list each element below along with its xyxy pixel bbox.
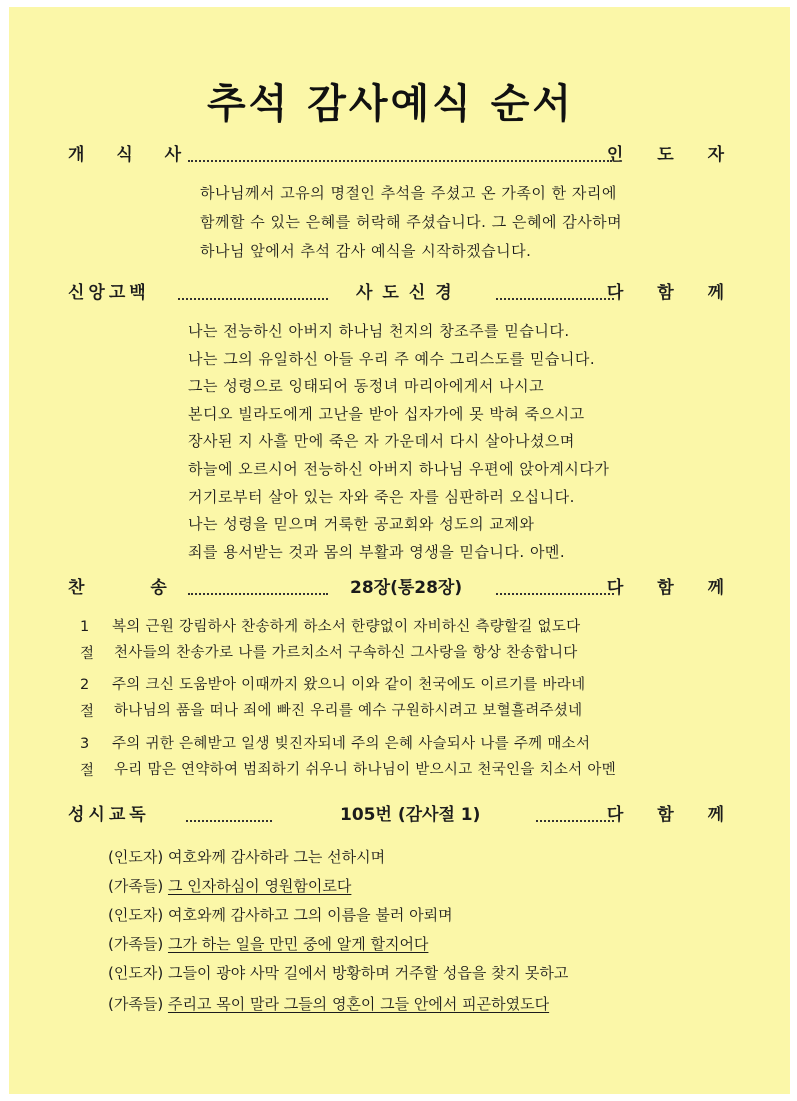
verse-line: 우리 맘은 연약하여 범죄하기 쉬우니 하나님이 받으시고 천국인을 치소서 아멘 xyxy=(114,762,617,778)
reading-line xyxy=(108,992,549,1016)
text-line: 함께할 수 있는 은혜를 허락해 주셨습니다. 그 은혜에 감사하며 xyxy=(200,213,623,231)
text-line: 나는 성령을 믿으며 거룩한 공교회와 성도의 교제와 xyxy=(188,515,535,534)
speaker-label: (인도자) xyxy=(108,848,164,866)
reading-text: 그가 하는 일을 만민 중에 알게 할지어다 xyxy=(167,935,429,953)
dot-leader xyxy=(186,818,272,822)
speaker-label: (가족들) xyxy=(108,995,164,1013)
speaker-label: (인도자) xyxy=(108,964,164,982)
section-label: 신앙고백 xyxy=(68,283,150,303)
text-line: 본디오 빌라도에게 고난을 받아 십자가에 못 박혀 죽으시고 xyxy=(188,404,585,423)
section-label: 개 식 사 xyxy=(68,145,195,165)
verse-number: 1절 xyxy=(80,619,95,662)
section-creed-header xyxy=(68,281,738,305)
dot-leader xyxy=(188,591,328,595)
section-leader: 인 도 자 xyxy=(606,145,738,165)
section-title: 28장(통28장) xyxy=(350,578,463,598)
speaker-label: (가족들) xyxy=(108,935,164,953)
document-title: 추석 감사예식 순서 xyxy=(207,81,574,127)
dot-leader xyxy=(188,158,612,162)
reading-line xyxy=(108,845,385,869)
verse-number: 3절 xyxy=(80,736,95,779)
dot-leader xyxy=(178,296,328,300)
reading-text: 여호와께 감사하고 그의 이름을 불러 아뢰며 xyxy=(167,906,453,924)
verse-line: 주의 귀한 은혜받고 일생 빚진자되네 주의 은혜 사슬되사 나를 주께 매소서 xyxy=(112,736,591,752)
reading-line xyxy=(108,903,453,927)
text-line: 장사된 지 사흘 만에 죽은 자 가운데서 다시 살아나셨으며 xyxy=(188,432,575,451)
text-line: 나는 그의 유일하신 아들 우리 주 예수 그리스도를 믿습니다. xyxy=(188,349,596,368)
text-line: 그는 성령으로 잉태되어 동정녀 마리아에게서 나시고 xyxy=(188,377,545,396)
section-opening-header xyxy=(68,143,738,167)
reading-line xyxy=(108,874,351,898)
reading-text: 주리고 목이 말라 그들의 영혼이 그들 안에서 피곤하였도다 xyxy=(167,995,550,1013)
text-line: 하늘에 오르시어 전능하신 아버지 하나님 우편에 앉아계시다가 xyxy=(188,459,610,478)
speaker-label: (인도자) xyxy=(108,906,164,924)
section-leader: 다 함 께 xyxy=(606,805,738,825)
text-line: 하나님께서 고유의 명절인 추석을 주셨고 온 가족이 한 자리에 xyxy=(200,184,617,202)
section-title: 105번 (감사절 1) xyxy=(340,805,481,825)
section-label: 찬 송 xyxy=(68,578,169,598)
section-reading-header xyxy=(68,803,738,827)
text-line: 하나님 앞에서 추석 감사 예식을 시작하겠습니다. xyxy=(200,242,532,260)
verse-line: 복의 근원 강림하사 찬송하게 하소서 한량없이 자비하신 측량할길 없도다 xyxy=(112,619,581,635)
reading-text: 여호와께 감사하라 그는 선하시며 xyxy=(167,848,386,866)
reading-text: 그들이 광야 사막 길에서 방황하며 거주할 성읍을 찾지 못하고 xyxy=(167,964,569,982)
text-line: 거기로부터 살아 있는 자와 죽은 자를 심판하러 오십니다. xyxy=(188,487,575,506)
verse-line: 하나님의 품을 떠나 죄에 빠진 우리를 예수 구원하시려고 보혈흘려주셨네 xyxy=(114,703,583,719)
opening-text xyxy=(200,179,622,266)
text-line: 죄를 용서받는 것과 몸의 부활과 영생을 믿습니다. 아멘. xyxy=(188,542,566,561)
dot-leader xyxy=(536,818,614,822)
speaker-label: (가족들) xyxy=(108,877,164,895)
verse-number: 2절 xyxy=(80,677,95,720)
section-label: 성시교독 xyxy=(68,805,150,825)
verse-line: 주의 크신 도움받아 이때까지 왔으니 이와 같이 천국에도 이르기를 바라네 xyxy=(112,677,586,693)
reading-text: 그 인자하심이 영원함이로다 xyxy=(167,877,352,895)
creed-text xyxy=(188,318,609,566)
dot-leader xyxy=(496,296,614,300)
section-leader: 다 함 께 xyxy=(606,283,738,303)
reading-line xyxy=(108,961,568,985)
section-title: 사도신경 xyxy=(356,283,462,303)
section-hymn-header xyxy=(68,576,738,600)
reading-line xyxy=(108,932,428,956)
dot-leader xyxy=(496,591,614,595)
verse-line: 천사들의 찬송가로 나를 가르치소서 구속하신 그사랑을 항상 찬송합니다 xyxy=(114,645,578,661)
section-leader: 다 함 께 xyxy=(606,578,738,598)
text-line: 나는 전능하신 아버지 하나님 천지의 창조주를 믿습니다. xyxy=(188,322,570,340)
